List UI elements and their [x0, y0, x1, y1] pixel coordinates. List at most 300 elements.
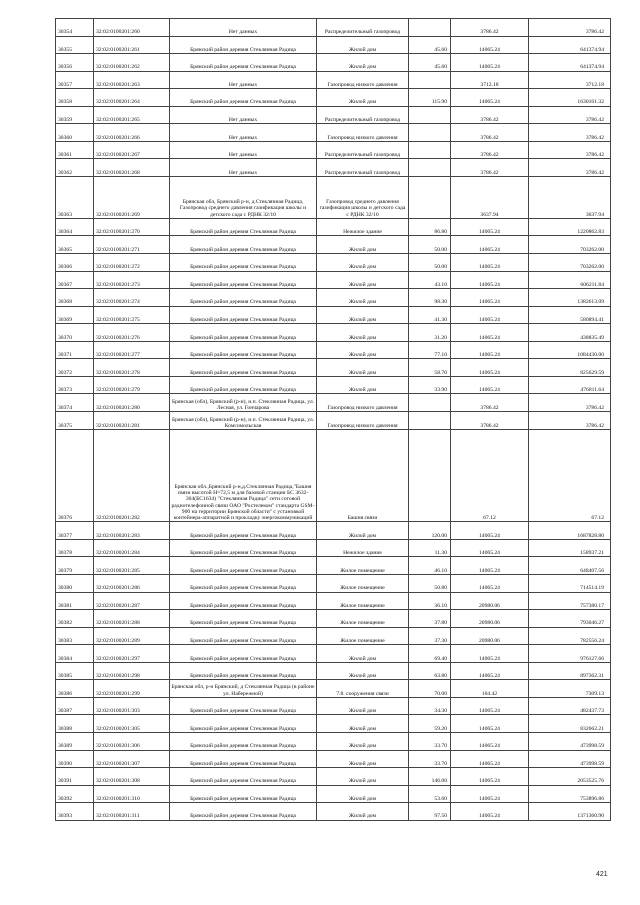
cadastral-value-cell: 641374.94	[529, 36, 611, 54]
area-cell: 58.70	[409, 359, 451, 377]
area-cell	[409, 141, 451, 159]
address-cell: Брянский район деревня Стеклянная Радица	[170, 592, 317, 610]
area-cell: 45.60	[409, 54, 451, 72]
area-cell: 33.70	[409, 750, 451, 768]
cadastral-value-cell: 782556.24	[529, 627, 611, 645]
unit-value-cell: 20980.06	[451, 627, 529, 645]
cadastral-value-cell: 3712.18	[529, 71, 611, 89]
row-number-cell: 30385	[56, 662, 94, 680]
object-type-cell: Распределительный газопровод	[317, 106, 409, 124]
cadastral-value-cell: 7309.13	[529, 680, 611, 698]
cadastral-value-cell: 606211.84	[529, 271, 611, 289]
table-row	[56, 592, 611, 610]
object-type-cell: Жилой дом	[317, 803, 409, 821]
address-cell: Брянский район деревня Стеклянная Радица	[170, 662, 317, 680]
unit-value-cell: 3786.42	[451, 412, 529, 430]
unit-value-cell: 14065.24	[451, 768, 529, 786]
object-type-cell: Жилой дом	[317, 750, 409, 768]
page-number: 421	[596, 871, 608, 878]
object-type-cell: Жилой дом	[317, 376, 409, 394]
row-number-cell: 30360	[56, 124, 94, 142]
object-type-cell: Жилой дом	[317, 89, 409, 107]
row-number-cell: 30362	[56, 159, 94, 177]
cadastral-number-cell: 32:02:0100201:280	[94, 394, 170, 412]
table-row	[56, 662, 611, 680]
address-cell: Нет данных	[170, 71, 317, 89]
cadastral-number-cell: 32:02:0100201:271	[94, 236, 170, 254]
cadastral-number-cell: 32:02:0100201:264	[94, 89, 170, 107]
cadastral-value-cell: 3786.42	[529, 394, 611, 412]
object-type-cell: Распределительный газопровод	[317, 19, 409, 37]
row-number-cell: 30382	[56, 610, 94, 628]
address-cell: Брянская (обл), Брянский (р-н), н.п. Стеклянная Радица, ул. Лесная, ул. Гончарова	[170, 394, 317, 412]
cadastral-number-cell: 32:02:0100201:288	[94, 610, 170, 628]
object-type-cell: Жилой дом	[317, 306, 409, 324]
row-number-cell: 30358	[56, 89, 94, 107]
row-number-cell: 30371	[56, 341, 94, 359]
row-number-cell: 30357	[56, 71, 94, 89]
cadastral-number-cell: 32:02:0100201:269	[94, 176, 170, 218]
cadastral-value-cell: 793046.27	[529, 610, 611, 628]
object-type-cell: Жилое помещение	[317, 627, 409, 645]
cadastral-number-cell: 32:02:0100201:261	[94, 36, 170, 54]
unit-value-cell: 14065.24	[451, 324, 529, 342]
address-cell: Брянский район деревня Стеклянная Радица	[170, 341, 317, 359]
row-number-cell: 30386	[56, 680, 94, 698]
table-row	[56, 218, 611, 236]
address-cell: Брянский район деревня Стеклянная Радица	[170, 539, 317, 557]
object-type-cell: Жилой дом	[317, 768, 409, 786]
area-cell: 98.30	[409, 289, 451, 307]
cadastral-number-cell: 32:02:0100201:310	[94, 785, 170, 803]
cadastral-number-cell: 32:02:0100201:270	[94, 218, 170, 236]
address-cell: Брянский район деревня Стеклянная Радица	[170, 627, 317, 645]
cadastral-number-cell: 32:02:0100201:273	[94, 271, 170, 289]
unit-value-cell: 3786.42	[451, 159, 529, 177]
row-number-cell: 30356	[56, 54, 94, 72]
area-cell: 77.10	[409, 341, 451, 359]
address-cell: Нет данных	[170, 124, 317, 142]
table-row	[56, 610, 611, 628]
row-number-cell: 30375	[56, 412, 94, 430]
object-type-cell: Нежилое здание	[317, 539, 409, 557]
row-number-cell: 30373	[56, 376, 94, 394]
cadastral-number-cell: 32:02:0100201:263	[94, 71, 170, 89]
area-cell: 33.70	[409, 732, 451, 750]
area-cell: 70.00	[409, 680, 451, 698]
cadastral-number-cell: 32:02:0100201:262	[94, 54, 170, 72]
row-number-cell: 30361	[56, 141, 94, 159]
address-cell: Брянский район деревня Стеклянная Радица	[170, 359, 317, 377]
cadastral-number-cell: 32:02:0100201:286	[94, 575, 170, 593]
cadastral-value-cell: 476811.64	[529, 376, 611, 394]
area-cell: 69.40	[409, 645, 451, 663]
object-type-cell: Жилой дом	[317, 271, 409, 289]
cadastral-value-cell: 641374.94	[529, 54, 611, 72]
unit-value-cell: 14065.24	[451, 341, 529, 359]
table-row	[56, 803, 611, 821]
cadastral-table	[55, 18, 611, 821]
address-cell: Нет данных	[170, 19, 317, 37]
table-row	[56, 412, 611, 430]
table-row	[56, 645, 611, 663]
table-row	[56, 680, 611, 698]
table-row	[56, 394, 611, 412]
area-cell: 50.00	[409, 254, 451, 272]
address-cell: Брянский район деревня Стеклянная Радица	[170, 522, 317, 540]
cadastral-value-cell: 1084430.00	[529, 341, 611, 359]
unit-value-cell: 14065.24	[451, 54, 529, 72]
table-row	[56, 539, 611, 557]
address-cell: Брянская (обл), Брянский (р-н), н.п. Стеклянная Радица, ул. Комсомольская	[170, 412, 317, 430]
cadastral-value-cell: 1371360.90	[529, 803, 611, 821]
area-cell	[409, 124, 451, 142]
area-cell: 50.80	[409, 575, 451, 593]
unit-value-cell: 14065.24	[451, 662, 529, 680]
area-cell: 63.80	[409, 662, 451, 680]
object-type-cell: Газопровод низкого давления	[317, 71, 409, 89]
table-row	[56, 732, 611, 750]
unit-value-cell: 67.12	[451, 430, 529, 522]
object-type-cell: Жилой дом	[317, 236, 409, 254]
table-row	[56, 54, 611, 72]
area-cell	[409, 394, 451, 412]
cadastral-number-cell: 32:02:0100201:277	[94, 341, 170, 359]
unit-value-cell: 14065.24	[451, 254, 529, 272]
table-body	[56, 19, 611, 821]
object-type-cell: Газопровод низкого давления	[317, 412, 409, 430]
cadastral-value-cell: 753896.86	[529, 785, 611, 803]
area-cell: 59.20	[409, 715, 451, 733]
row-number-cell: 30389	[56, 732, 94, 750]
cadastral-number-cell: 32:02:0100201:298	[94, 662, 170, 680]
address-cell: Нет данных	[170, 106, 317, 124]
row-number-cell: 30374	[56, 394, 94, 412]
unit-value-cell: 3786.42	[451, 141, 529, 159]
row-number-cell: 30365	[56, 236, 94, 254]
object-type-cell: Жилой дом	[317, 359, 409, 377]
object-type-cell: Жилой дом	[317, 697, 409, 715]
row-number-cell: 30372	[56, 359, 94, 377]
unit-value-cell: 14065.24	[451, 271, 529, 289]
address-cell: Брянский район деревня Стеклянная Радица	[170, 732, 317, 750]
row-number-cell: 30370	[56, 324, 94, 342]
address-cell: Брянский район деревня Стеклянная Радица	[170, 218, 317, 236]
row-number-cell: 30359	[56, 106, 94, 124]
table-row	[56, 750, 611, 768]
unit-value-cell: 14065.24	[451, 289, 529, 307]
area-cell: 146.00	[409, 768, 451, 786]
row-number-cell: 30381	[56, 592, 94, 610]
row-number-cell: 30390	[56, 750, 94, 768]
address-cell: Нет данных	[170, 141, 317, 159]
address-cell: Брянский район деревня Стеклянная Радица	[170, 557, 317, 575]
row-number-cell: 30392	[56, 785, 94, 803]
object-type-cell: Нежилое здание	[317, 218, 409, 236]
unit-value-cell: 20980.06	[451, 592, 529, 610]
row-number-cell: 30387	[56, 697, 94, 715]
address-cell: Брянский район деревня Стеклянная Радица	[170, 271, 317, 289]
area-cell: 97.50	[409, 803, 451, 821]
cadastral-value-cell: 897362.31	[529, 662, 611, 680]
address-cell: Брянский район деревня Стеклянная Радица	[170, 236, 317, 254]
address-cell: Брянский район деревня Стеклянная Радица	[170, 54, 317, 72]
table-row	[56, 785, 611, 803]
address-cell: Брянский район деревня Стеклянная Радица	[170, 610, 317, 628]
unit-value-cell: 14065.24	[451, 522, 529, 540]
cadastral-value-cell: 976127.66	[529, 645, 611, 663]
row-number-cell: 30388	[56, 715, 94, 733]
address-cell: Брянский район деревня Стеклянная Радица	[170, 306, 317, 324]
unit-value-cell: 14065.24	[451, 359, 529, 377]
row-number-cell: 30364	[56, 218, 94, 236]
unit-value-cell: 14065.24	[451, 750, 529, 768]
table-row	[56, 341, 611, 359]
cadastral-number-cell: 32:02:0100201:299	[94, 680, 170, 698]
cadastral-number-cell: 32:02:0100201:311	[94, 803, 170, 821]
object-type-cell: Жилой дом	[317, 645, 409, 663]
row-number-cell: 30379	[56, 557, 94, 575]
cadastral-value-cell: 438835.49	[529, 324, 611, 342]
cadastral-value-cell: 757380.17	[529, 592, 611, 610]
address-cell: Брянский район деревня Стеклянная Радица	[170, 575, 317, 593]
unit-value-cell: 14065.24	[451, 36, 529, 54]
table-row	[56, 236, 611, 254]
cadastral-number-cell: 32:02:0100201:281	[94, 412, 170, 430]
area-cell: 37.80	[409, 610, 451, 628]
area-cell: 41.30	[409, 306, 451, 324]
cadastral-value-cell: 1630161.32	[529, 89, 611, 107]
cadastral-number-cell: 32:02:0100201:268	[94, 159, 170, 177]
cadastral-value-cell: 714514.19	[529, 575, 611, 593]
area-cell: 43.10	[409, 271, 451, 289]
cadastral-number-cell: 32:02:0100201:260	[94, 19, 170, 37]
cadastral-number-cell: 32:02:0100201:285	[94, 557, 170, 575]
object-type-cell: Жилой дом	[317, 785, 409, 803]
table-row	[56, 141, 611, 159]
row-number-cell: 30377	[56, 522, 94, 540]
area-cell: 37.30	[409, 627, 451, 645]
object-type-cell: Жилое помещение	[317, 610, 409, 628]
address-cell: Брянский район деревня Стеклянная Радица	[170, 645, 317, 663]
area-cell: 86.80	[409, 218, 451, 236]
address-cell: Брянский район деревня Стеклянная Радица	[170, 768, 317, 786]
object-type-cell: Газопровод низкого давления	[317, 124, 409, 142]
unit-value-cell: 14065.24	[451, 697, 529, 715]
cadastral-value-cell: 473998.59	[529, 750, 611, 768]
table-row	[56, 715, 611, 733]
cadastral-number-cell: 32:02:0100201:282	[94, 430, 170, 522]
address-cell: Брянский район деревня Стеклянная Радица	[170, 697, 317, 715]
row-number-cell: 30355	[56, 36, 94, 54]
area-cell	[409, 19, 451, 37]
address-cell: Брянский район деревня Стеклянная Радица	[170, 324, 317, 342]
address-cell: Брянская обл, р-н Брянский, д Стеклянная Радица (в районе ул. Набережной)	[170, 680, 317, 698]
area-cell	[409, 412, 451, 430]
cadastral-value-cell: 3786.42	[529, 412, 611, 430]
unit-value-cell: 14065.24	[451, 785, 529, 803]
address-cell: Брянский район деревня Стеклянная Радица	[170, 376, 317, 394]
area-cell: 31.20	[409, 324, 451, 342]
cadastral-value-cell: 1382613.09	[529, 289, 611, 307]
row-number-cell: 30391	[56, 768, 94, 786]
cadastral-number-cell: 32:02:0100201:266	[94, 124, 170, 142]
cadastral-value-cell: 473998.59	[529, 732, 611, 750]
object-type-cell: Жилой дом	[317, 36, 409, 54]
area-cell: 34.30	[409, 697, 451, 715]
table-row	[56, 430, 611, 522]
area-cell: 33.90	[409, 376, 451, 394]
area-cell	[409, 159, 451, 177]
table-row	[56, 376, 611, 394]
row-number-cell: 30383	[56, 627, 94, 645]
unit-value-cell: 3786.42	[451, 394, 529, 412]
area-cell: 50.00	[409, 236, 451, 254]
area-cell: 36.10	[409, 592, 451, 610]
unit-value-cell: 14065.24	[451, 803, 529, 821]
cadastral-value-cell: 2053525.76	[529, 768, 611, 786]
cadastral-value-cell: 482437.73	[529, 697, 611, 715]
table-row	[56, 106, 611, 124]
unit-value-cell: 14065.24	[451, 376, 529, 394]
object-type-cell: Жилой дом	[317, 254, 409, 272]
cadastral-value-cell: 158937.21	[529, 539, 611, 557]
address-cell: Брянский район деревня Стеклянная Радица	[170, 254, 317, 272]
cadastral-value-cell: 3786.42	[529, 19, 611, 37]
table-row	[56, 627, 611, 645]
cadastral-number-cell: 32:02:0100201:289	[94, 627, 170, 645]
cadastral-value-cell: 825629.59	[529, 359, 611, 377]
table-row	[56, 36, 611, 54]
object-type-cell: Жилое помещение	[317, 592, 409, 610]
area-cell: 46.10	[409, 557, 451, 575]
address-cell: Брянская обл, Брянский р-н, д.Стеклянная Радица, Газопровод среднего давления газификация школы и детского сада с РДНК 32/10	[170, 176, 317, 218]
area-cell	[409, 71, 451, 89]
cadastral-number-cell: 32:02:0100201:305	[94, 715, 170, 733]
table-row	[56, 176, 611, 218]
row-number-cell: 30367	[56, 271, 94, 289]
unit-value-cell: 14065.24	[451, 89, 529, 107]
unit-value-cell: 3786.42	[451, 19, 529, 37]
cadastral-value-cell: 67.12	[529, 430, 611, 522]
area-cell: 120.00	[409, 522, 451, 540]
cadastral-number-cell: 32:02:0100201:275	[94, 306, 170, 324]
area-cell: 45.60	[409, 36, 451, 54]
row-number-cell: 30366	[56, 254, 94, 272]
address-cell: Брянский район деревня Стеклянная Радица	[170, 803, 317, 821]
address-cell: Брянский район деревня Стеклянная Радица	[170, 89, 317, 107]
cadastral-number-cell: 32:02:0100201:283	[94, 522, 170, 540]
table-row	[56, 575, 611, 593]
cadastral-value-cell: 703262.00	[529, 236, 611, 254]
address-cell: Брянский район деревня Стеклянная Радица	[170, 289, 317, 307]
unit-value-cell: 14065.24	[451, 218, 529, 236]
table-row	[56, 271, 611, 289]
object-type-cell: Башня связи	[317, 430, 409, 522]
unit-value-cell: 14065.24	[451, 306, 529, 324]
area-cell: 115.90	[409, 89, 451, 107]
unit-value-cell: 14065.24	[451, 575, 529, 593]
unit-value-cell: 3712.18	[451, 71, 529, 89]
unit-value-cell: 14065.24	[451, 539, 529, 557]
cadastral-value-cell: 3637.94	[529, 176, 611, 218]
object-type-cell: Жилой дом	[317, 732, 409, 750]
cadastral-value-cell: 1220862.83	[529, 218, 611, 236]
address-cell: Брянская обл.,Брянский р-н,д.Стеклянная Радица,"Башня связи высотой Н=72,5 м для базовой станции БС 3632-304(БС1634) "Стеклянная Радица" сети сотовой радиотелефонной связи ОАО "Ростелеком" стандарта GSM-900 на территории Брянской области" с установкой контейнера-аппаратной и прокладку энергокоммуникаций	[170, 430, 317, 522]
cadastral-value-cell: 3786.42	[529, 124, 611, 142]
table-row	[56, 359, 611, 377]
unit-value-cell: 3637.94	[451, 176, 529, 218]
cadastral-number-cell: 32:02:0100201:308	[94, 768, 170, 786]
table-row	[56, 124, 611, 142]
cadastral-number-cell: 32:02:0100201:287	[94, 592, 170, 610]
unit-value-cell: 104.42	[451, 680, 529, 698]
address-cell: Брянский район деревня Стеклянная Радица	[170, 750, 317, 768]
object-type-cell: Распределительный газопровод	[317, 141, 409, 159]
object-type-cell: Жилой дом	[317, 341, 409, 359]
cadastral-number-cell: 32:02:0100201:307	[94, 750, 170, 768]
unit-value-cell: 14065.24	[451, 645, 529, 663]
object-type-cell: Жилой дом	[317, 662, 409, 680]
object-type-cell: Жилой дом	[317, 324, 409, 342]
object-type-cell: Газопровод низкого давления	[317, 394, 409, 412]
cadastral-value-cell: 3786.42	[529, 141, 611, 159]
cadastral-number-cell: 32:02:0100201:284	[94, 539, 170, 557]
table-row	[56, 522, 611, 540]
cadastral-number-cell: 32:02:0100201:279	[94, 376, 170, 394]
cadastral-number-cell: 32:02:0100201:274	[94, 289, 170, 307]
cadastral-value-cell: 1687828.80	[529, 522, 611, 540]
address-cell: Брянский район деревня Стеклянная Радица	[170, 715, 317, 733]
unit-value-cell: 14065.24	[451, 236, 529, 254]
table-row	[56, 19, 611, 37]
cadastral-value-cell: 832662.21	[529, 715, 611, 733]
row-number-cell: 30378	[56, 539, 94, 557]
address-cell: Нет данных	[170, 159, 317, 177]
row-number-cell: 30393	[56, 803, 94, 821]
table-row	[56, 324, 611, 342]
cadastral-number-cell: 32:02:0100201:265	[94, 106, 170, 124]
table-row	[56, 89, 611, 107]
object-type-cell: Жилой дом	[317, 54, 409, 72]
object-type-cell: Жилое помещение	[317, 575, 409, 593]
object-type-cell: Газопровод среднего давления газификация школы и детского сада с РДНК 32/10	[317, 176, 409, 218]
address-cell: Брянский район деревня Стеклянная Радица	[170, 785, 317, 803]
cadastral-number-cell: 32:02:0100201:267	[94, 141, 170, 159]
cadastral-number-cell: 32:02:0100201:303	[94, 697, 170, 715]
row-number-cell: 30380	[56, 575, 94, 593]
table-row	[56, 289, 611, 307]
object-type-cell: 7.8. сооружения связи	[317, 680, 409, 698]
table-row	[56, 159, 611, 177]
cadastral-number-cell: 32:02:0100201:272	[94, 254, 170, 272]
row-number-cell: 30369	[56, 306, 94, 324]
row-number-cell: 30354	[56, 19, 94, 37]
row-number-cell: 30376	[56, 430, 94, 522]
table-row	[56, 306, 611, 324]
table-row	[56, 254, 611, 272]
area-cell: 53.60	[409, 785, 451, 803]
unit-value-cell: 20980.06	[451, 610, 529, 628]
area-cell	[409, 176, 451, 218]
object-type-cell: Распределительный газопровод	[317, 159, 409, 177]
row-number-cell: 30368	[56, 289, 94, 307]
cadastral-value-cell: 3786.42	[529, 159, 611, 177]
unit-value-cell: 14065.24	[451, 732, 529, 750]
area-cell	[409, 430, 451, 522]
cadastral-number-cell: 32:02:0100201:297	[94, 645, 170, 663]
row-number-cell: 30363	[56, 176, 94, 218]
